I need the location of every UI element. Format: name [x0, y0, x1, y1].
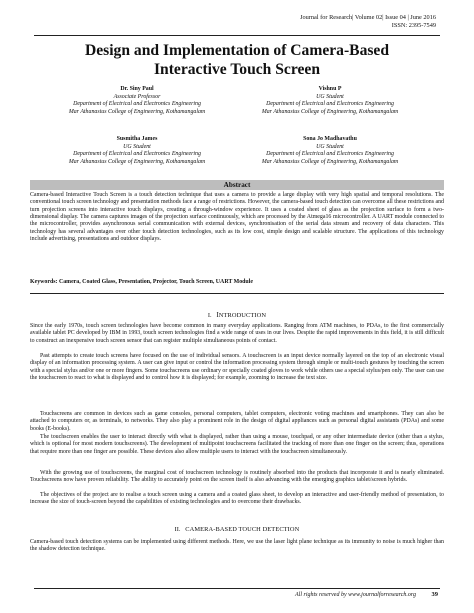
section-heading-camera-based-touch-detection: [30, 526, 444, 534]
author-name: Dr. Siny Paul: [120, 86, 154, 92]
paragraph: With the growing use of touchscreens, the marginal cost of touchscreen technology is routinely absorbed into the products that incorporate it and is nearly eliminated. Touchscreens now have proven reliability. The ability to accurately point on the screen itself is also advancing with the emerging graphics tablet/screen hybrids.: [30, 470, 444, 484]
author-name: Sona Jo Madhavathu: [303, 136, 357, 142]
author-role: UG Student: [316, 143, 344, 150]
author-name: Vishnu P: [318, 86, 342, 92]
paragraph: Camera-based touch detection systems can be implemented using different methods. Here, we use the laser light plane technique as its immunity to noise is much higher than the shadow detection technique.: [30, 539, 444, 553]
author-role: UG Student: [123, 143, 151, 150]
page-number: 39: [431, 591, 438, 598]
abstract-text: Camera-based Interactive Touch Screen is a touch detection technique that uses a camera to provide a large display with very high spatial and temporal resolutions. The conventional touch screen technology and presentation methods face a range of restrictions. However, the camera-based touch detection can overcome all these restrictions and turn projection screens into interactive touch displays, creating a through-window experience. It uses a coated sheet of glass as the projection surface to form a two-dimensional display. The camera captures images of the projection surface continuously, which are processed by the Atmega16 microcontroller. A UART module connected to the microcontroller, provides asynchronous serial communication with external devices, synchronisation of the serial data stream and recovery of data characters. This technology has several advantages over other touch detection technologies, such as its low cost, simple design and scalable structure. The applications of this technology include advertising, presentations and outdoor displays.: [30, 192, 444, 243]
paragraph: The touchscreen enables the user to interact directly with what is displayed, rather than using a mouse, touchpad, or any other intermediate device (other than a stylus, which is optional for most modern touchscreens). The development of multipoint touchscreens facilitated the tracking of more than one finger on the screen; thus, operations that require more than one finger are possible. These devices also allow multiple users to interact with the touchscreen simultaneously.: [30, 434, 444, 455]
author-block: [235, 136, 425, 166]
author-department: Department of Electrical and Electronics Engineering: [73, 101, 201, 108]
section-title: CAMERA-BASED TOUCH DETECTION: [185, 526, 300, 533]
author-institution: Mar Athanasius College of Engineering, Kothamangalam: [261, 158, 399, 165]
section-title-lead: I: [216, 311, 219, 319]
paragraph: Touchscreens are common in devices such as game consoles, personal computers, tablet computers, electronic voting machines and smartphones. They can also be attached to computers or, as terminals, to networks. They also play a prominent role in the design of digital appliances such as personal digital assistants (PDAs) and some books (E-books).: [30, 411, 444, 432]
author-name: Susmitha James: [116, 136, 158, 142]
author-institution: Mar Athanasius College of Engineering, Kothamangalam: [261, 108, 399, 115]
paragraph: The objectives of the project are to realise a touch screen using a camera and a coated glass sheet, to develop an interactive and user-friendly method of presentation, to increase the size of touch-screen beyond the capabilities of existing technologies and to overcome their drawbacks.: [30, 492, 444, 506]
keywords: Keywords: Camera, Coated Glass, Presentation, Projector, Touch Screen, UART Module: [30, 279, 253, 285]
author-department: Department of Electrical and Electronics Engineering: [266, 101, 394, 108]
author-block: [42, 86, 232, 116]
paper-title: [34, 41, 440, 79]
section-number: II.: [174, 526, 181, 533]
author-department: Department of Electrical and Electronics Engineering: [266, 151, 394, 158]
author-department: Department of Electrical and Electronics Engineering: [73, 151, 201, 158]
author-institution: Mar Athanasius College of Engineering, Kothamangalam: [68, 108, 206, 115]
paragraph: Since the early 1970s, touch screen technologies have become common in many everyday applications. Ranging from ATM machines, to PDAs, to the first commercially available tablet PC developed by IBM in 1993, touch screen technologies find a wide range of uses in our lives. Despite the rapid improvements in this field, it is still difficult to construct an inexpensive touch screen sensor that can register multiple simultaneous points of contact.: [30, 323, 444, 344]
footer-rule: [34, 588, 440, 589]
title-line-1: Design and Implementation of Camera-Based: [84, 42, 390, 59]
author-block: [235, 86, 425, 116]
author-role: UG Student: [316, 93, 344, 100]
header-rule: [34, 35, 440, 36]
author-institution: Mar Athanasius College of Engineering, Kothamangalam: [68, 158, 206, 165]
section-number: I.: [207, 312, 212, 319]
author-role: Associate Professor: [113, 93, 161, 100]
title-line-2: Interactive Touch Screen: [153, 61, 321, 78]
abstract-rule: [30, 293, 444, 294]
issn-line: ISSN: 2395-7549: [391, 22, 436, 30]
journal-header: [186, 14, 436, 31]
author-block: [42, 136, 232, 166]
abstract-heading: Abstract: [30, 180, 444, 190]
paragraph: Past attempts to create touch screens have focused on the use of individual sensors. A touchscreen is an input device normally layered on the top of an electronic visual display of an information processing system. A user can give input or control the information processing system through simple or multi-touch gestures by touching the screen with a special stylus and/or one or more fingers. Some touchscreens use ordinary or specially coated gloves to work while others use a special stylus/pen only. The user can use the touchscreen to react to what is displayed and to control how it is displayed; for example, zooming to increase the text size.: [30, 353, 444, 382]
footer-rights: All rights reserved by www.journalforresearch.org: [295, 592, 416, 598]
section-heading-introduction: [30, 311, 444, 320]
section-title-rest: NTRODUCTION: [218, 312, 267, 319]
journal-line: Journal for Research| Volume 02| Issue 04 | June 2016: [300, 14, 436, 21]
